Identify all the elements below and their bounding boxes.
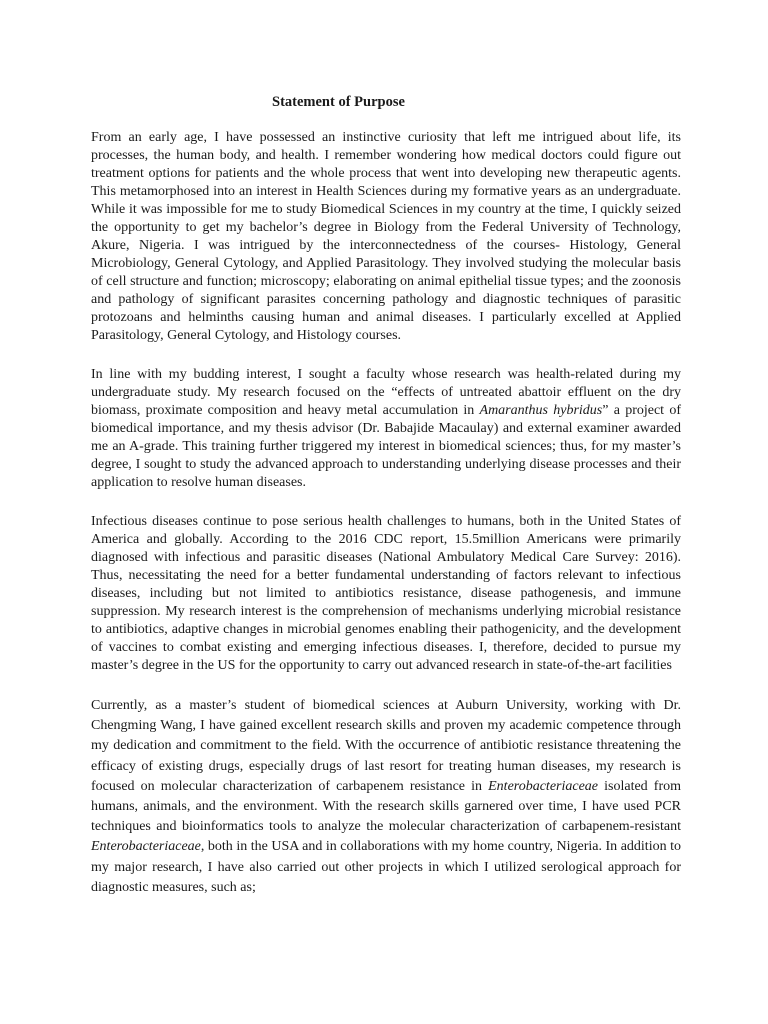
- paragraph-undergraduate-research: [91, 366, 681, 492]
- species-name-italic: Enterobacteriaceae: [91, 839, 201, 855]
- paragraph-segment: Infectious diseases continue to pose serious health challenges to humans, both in the United States of America and globally. According to the 2016 CDC report, 15.5million Americans were primarily diagnosed with infectious and parasitic diseases (National Ambulatory Medical Care Survey: 2016). Thus, necessitating the need for a better fundamental understanding of factors relevant to infectious diseases, including but not limited to antibiotics resistance, disease pathogenesis, and immune suppression. My research interest is the comprehension of mechanisms underlying microbial resistance to antibiotics, adaptive changes in microbial genomes enabling their pathogenicity, and the development of vaccines to combat existing and emerging infectious diseases. I, therefore, decided to pursue my master’s degree in the US for the opportunity to carry out advanced research in state-of-the-art facilities: [91, 514, 681, 673]
- paragraph-segment: ” a project of biomedical importance, and my thesis advisor (Dr. Babajide Macaulay) and external examiner awarded me an A-grade. This training further triggered my interest in biomedical sciences; thus, for my master’s degree, I sought to study the advanced approach to understanding underlying disease processes and their application to resolve human diseases.: [91, 403, 681, 490]
- paragraph-segment: From an early age, I have possessed an instinctive curiosity that left me intrigued about life, its processes, the human body, and health. I remember wondering how medical doctors could figure out treatment options for patients and the whole process that went into developing new therapeutic agents. This metamorphosed into an interest in Health Sciences during my formative years as an undergraduate. While it was impossible for me to study Biomedical Sciences in my country at the time, I quickly seized the opportunity to get my bachelor’s degree in Biology from the Federal University of Technology, Akure, Nigeria. I was intrigued by the interconnectedness of the courses- Histology, General Microbiology, General Cytology, and Applied Parasitology. They involved studying the molecular basis of cell structure and function; microscopy; elaborating on animal epithelial tissue types; and the zoonosis and pathology of significant parasites concerning pathology and diagnostic techniques of parasitic protozoans and helminths causing human and animal diseases. I particularly excelled at Applied Parasitology, General Cytology, and Histology courses.: [91, 130, 681, 343]
- document-title: Statement of Purpose: [272, 94, 405, 110]
- paragraph-segment: In line with my budding interest, I sought a faculty whose research was health-related during my undergraduate study. My research focused on the “effects of untreated abattoir effluent on the dry biomass, proximate composition and heavy metal accumulation in: [91, 367, 681, 418]
- paragraph-current-research: [91, 696, 681, 898]
- paragraph-segment: isolated from humans, animals, and the environment. With the research skills garnered over time, I have used PCR techniques and bioinformatics tools to analyze the molecular characterization of carbapenem-resistant: [91, 778, 681, 835]
- species-name-italic: Enterobacteriaceae: [488, 778, 599, 794]
- paragraph-early-curiosity: [91, 129, 681, 345]
- paragraph-segment: Currently, as a master’s student of biomedical sciences at Auburn University, working with Dr. Chengming Wang, I have gained excellent research skills and proven my academic competence through my dedication and commitment to the field. With the occurrence of antibiotic resistance threatening the efficacy of existing drugs, especially drugs of last resort for treating human diseases, my research is focused on molecular characterization of carbapenem resistance in: [91, 698, 681, 794]
- paragraph-infectious-diseases: [91, 513, 681, 675]
- species-name-italic: Amaranthus hybridus: [479, 403, 603, 418]
- paragraph-segment: , both in the USA and in collaborations with my home country, Nigeria. In addition to my major research, I have also carried out other projects in which I utilized serological approach for diagnostic measures, such as;: [91, 839, 681, 895]
